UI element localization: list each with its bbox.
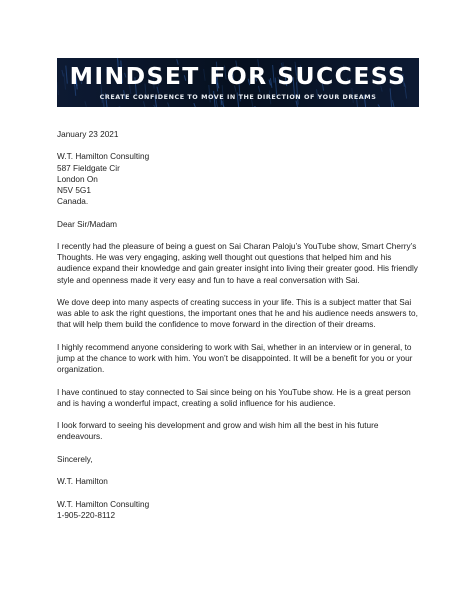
address-line: Canada. [57, 197, 89, 207]
banner-streak [119, 106, 121, 107]
banner-title: MINDSET FOR SUCCESS [69, 62, 407, 90]
paragraph: We dove deep into many aspects of creating success in your life. This is a subject matter that Sai was able to ask the right questions, the important ones that he and his audience needs answers to, that will help them build the confidence to move forward in the direction of their dreams. [57, 297, 418, 330]
address-line: W.T. Hamilton Consulting [57, 152, 150, 162]
signature-name: W.T. Hamilton [57, 477, 108, 487]
recipient-address [57, 151, 423, 207]
letter-body [57, 129, 423, 521]
phone-number: 1-905-220-8112 [57, 510, 116, 520]
paragraph: I recently had the pleasure of being a guest on Sai Charan Paloju’s YouTube show, Smart Cherry’s Thoughts. He was very engaging, asking well thought out questions that helped him and his audience expand their knowledge and gain greater insight into living their greater good. His friendly style and openness made it very easy and fun to have a real conversation with Sai. [57, 241, 418, 285]
letter-date: January 23 2021 [57, 130, 119, 139]
paragraph: I highly recommend anyone considering to work with Sai, whether in an interview or in general, to jump at the chance to work with him. You won’t be disappointed. It will be a benefit for you or your organization. [57, 342, 413, 375]
paragraph: I have continued to stay connected to Sai since being on his YouTube show. He is a great person and is having a wonderful impact, creating a solid influence for his audience. [57, 387, 411, 408]
address-line: 587 Fieldgate Cir [57, 163, 120, 173]
banner-streak [254, 107, 256, 108]
signature-company: W.T. Hamilton Consulting [57, 499, 150, 509]
address-line: N5V 5G1 [57, 186, 91, 195]
closing: Sincerely, [57, 454, 93, 464]
address-line: London On [57, 174, 98, 184]
header-banner [57, 58, 419, 107]
salutation: Dear Sir/Madam [57, 219, 118, 229]
paragraph: I look forward to seeing his development and grow and wish him all the best in his future endeavours. [57, 421, 379, 442]
banner-subtitle: CREATE CONFIDENCE TO MOVE IN THE DIRECTION OF YOUR DREAMS [99, 93, 377, 101]
